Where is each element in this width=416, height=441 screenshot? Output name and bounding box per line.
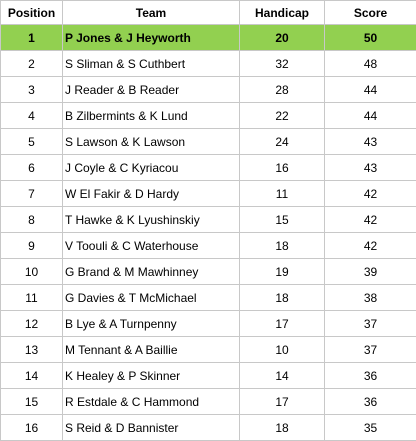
table-row	[1, 51, 416, 77]
handicap-cell: 14	[240, 363, 325, 389]
team-cell: G Brand & M Mawhinney	[63, 259, 240, 285]
table-header	[1, 1, 416, 25]
table-row	[1, 207, 416, 233]
handicap-cell: 24	[240, 129, 325, 155]
score-cell: 37	[325, 337, 416, 363]
score-cell: 36	[325, 363, 416, 389]
handicap-cell: 11	[240, 181, 325, 207]
header-handicap: Handicap	[240, 1, 325, 25]
table-row	[1, 103, 416, 129]
table-row	[1, 389, 416, 415]
score-cell: 38	[325, 285, 416, 311]
header-score: Score	[325, 1, 416, 25]
position-cell: 4	[1, 103, 63, 129]
header-row	[1, 1, 416, 25]
handicap-cell: 18	[240, 233, 325, 259]
score-cell: 39	[325, 259, 416, 285]
position-cell: 6	[1, 155, 63, 181]
team-cell: B Lye & A Turnpenny	[63, 311, 240, 337]
score-cell: 42	[325, 233, 416, 259]
table-row-leader	[1, 25, 416, 51]
table-row	[1, 337, 416, 363]
score-cell: 44	[325, 103, 416, 129]
handicap-cell: 18	[240, 285, 325, 311]
score-cell: 50	[325, 25, 416, 51]
team-cell: V Toouli & C Waterhouse	[63, 233, 240, 259]
team-cell: M Tennant & A Baillie	[63, 337, 240, 363]
table-row	[1, 77, 416, 103]
team-cell: S Sliman & S Cuthbert	[63, 51, 240, 77]
position-cell: 12	[1, 311, 63, 337]
position-cell: 10	[1, 259, 63, 285]
handicap-cell: 20	[240, 25, 325, 51]
team-cell: P Jones & J Heyworth	[63, 25, 240, 51]
team-cell: T Hawke & K Lyushinskiy	[63, 207, 240, 233]
position-cell: 3	[1, 77, 63, 103]
position-cell: 7	[1, 181, 63, 207]
header-position: Position	[1, 1, 63, 25]
position-cell: 11	[1, 285, 63, 311]
position-cell: 16	[1, 415, 63, 441]
handicap-cell: 10	[240, 337, 325, 363]
handicap-cell: 32	[240, 51, 325, 77]
team-cell: B Zilbermints & K Lund	[63, 103, 240, 129]
handicap-cell: 28	[240, 77, 325, 103]
team-cell: S Reid & D Bannister	[63, 415, 240, 441]
table-row	[1, 181, 416, 207]
score-cell: 35	[325, 415, 416, 441]
team-cell: K Healey & P Skinner	[63, 363, 240, 389]
table-row	[1, 285, 416, 311]
position-cell: 14	[1, 363, 63, 389]
handicap-cell: 22	[240, 103, 325, 129]
team-cell: R Estdale & C Hammond	[63, 389, 240, 415]
position-cell: 9	[1, 233, 63, 259]
score-cell: 37	[325, 311, 416, 337]
table-row	[1, 155, 416, 181]
team-cell: S Lawson & K Lawson	[63, 129, 240, 155]
table-row	[1, 233, 416, 259]
position-cell: 15	[1, 389, 63, 415]
table-row	[1, 259, 416, 285]
position-cell: 2	[1, 51, 63, 77]
position-cell: 5	[1, 129, 63, 155]
score-cell: 36	[325, 389, 416, 415]
position-cell: 8	[1, 207, 63, 233]
team-cell: W El Fakir & D Hardy	[63, 181, 240, 207]
table-body	[1, 25, 416, 441]
handicap-cell: 18	[240, 415, 325, 441]
handicap-cell: 17	[240, 389, 325, 415]
score-cell: 42	[325, 207, 416, 233]
team-cell: J Reader & B Reader	[63, 77, 240, 103]
score-cell: 42	[325, 181, 416, 207]
table-row	[1, 363, 416, 389]
score-cell: 48	[325, 51, 416, 77]
handicap-cell: 19	[240, 259, 325, 285]
header-team: Team	[63, 1, 240, 25]
handicap-cell: 15	[240, 207, 325, 233]
position-cell: 1	[1, 25, 63, 51]
handicap-cell: 17	[240, 311, 325, 337]
score-cell: 43	[325, 129, 416, 155]
team-cell: G Davies & T McMichael	[63, 285, 240, 311]
team-cell: J Coyle & C Kyriacou	[63, 155, 240, 181]
table-row	[1, 129, 416, 155]
handicap-cell: 16	[240, 155, 325, 181]
position-cell: 13	[1, 337, 63, 363]
score-cell: 43	[325, 155, 416, 181]
score-cell: 44	[325, 77, 416, 103]
table-row	[1, 311, 416, 337]
